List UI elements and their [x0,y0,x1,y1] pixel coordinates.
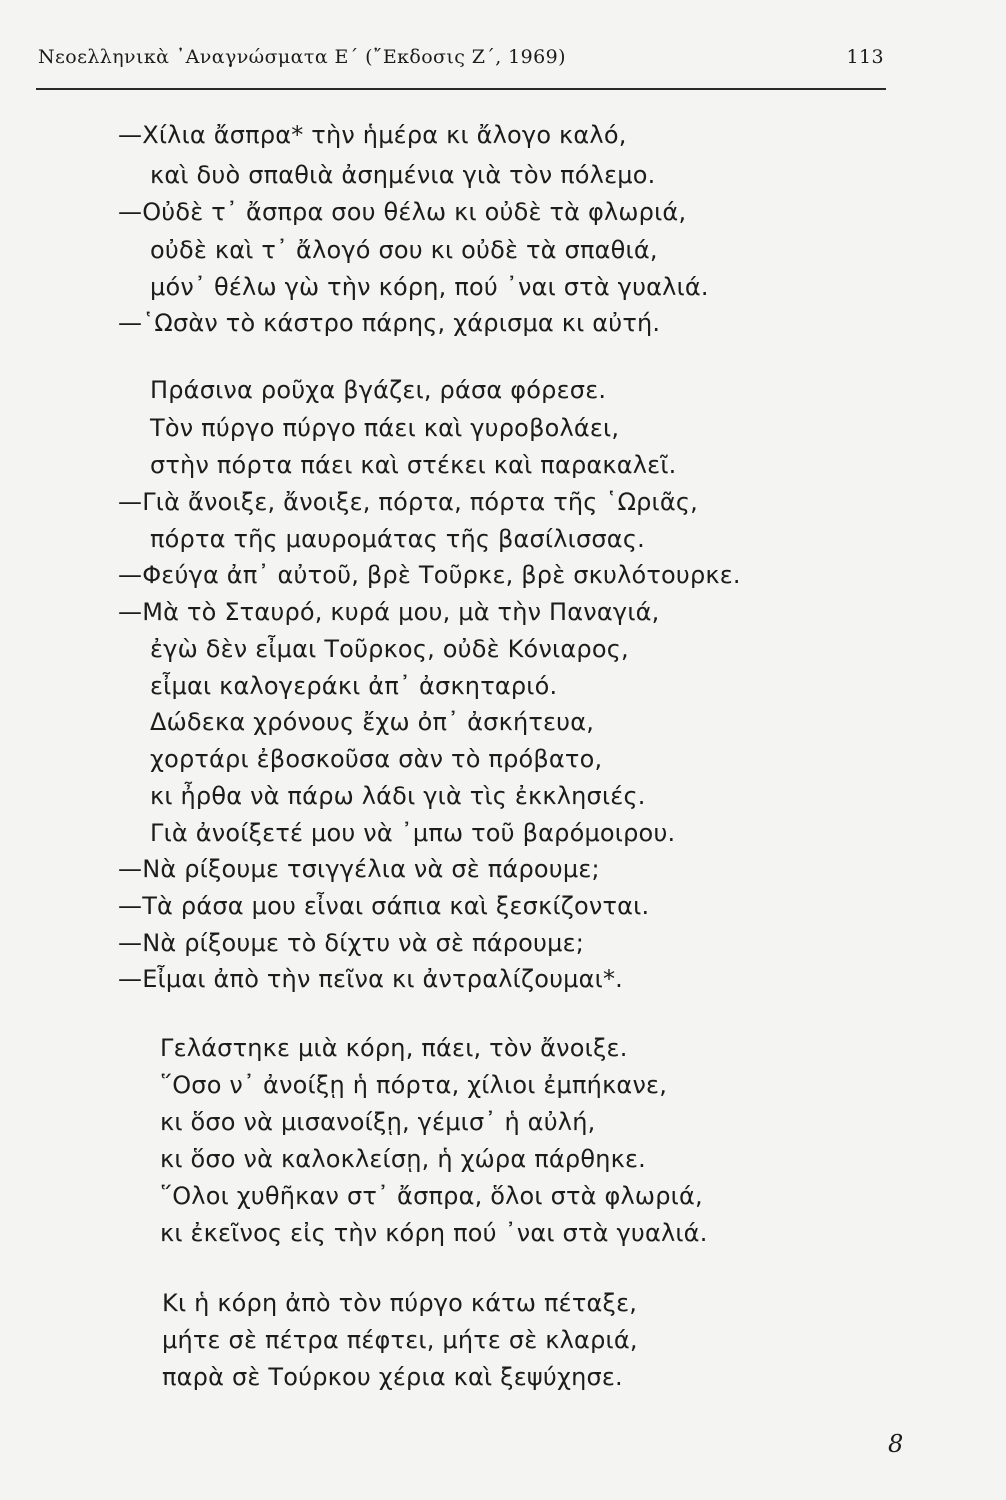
poem-line: μήτε σὲ πέτρα πέφτει, μήτε σὲ κλαριά, [162,1326,638,1354]
poem-line: εἶμαι καλογεράκι ἀπ᾿ ἀσκηταριό. [150,672,558,700]
poem-line: —Μὰ τὸ Σταυρό, κυρά μου, μὰ τὴν Παναγιά, [118,598,660,626]
poem-line: —Γιὰ ἄνοιξε, ἄνοιξε, πόρτα, πόρτα τῆς ῾Ωριᾶς, [118,488,698,516]
poem-line: καὶ δυὸ σπαθιὰ ἀσημένια γιὰ τὸν πόλεμο. [150,161,656,189]
poem-line: ἐγὼ δὲν εἶμαι Τοῦρκος, οὐδὲ Κόνιαρος, [150,635,629,663]
poem-line: παρὰ σὲ Τούρκου χέρια καὶ ξεψύχησε. [162,1363,623,1391]
poem-line: κι ὅσο νὰ μισανοίξῃ, γέμισ᾿ ἡ αὐλή, [160,1108,596,1136]
poem-line: ῞Ολοι χυθῆκαν στ᾿ ἄσπρα, ὅλοι στὰ φλωριά, [160,1182,703,1210]
poem-line: Κι ἡ κόρη ἀπὸ τὸν πύργο κάτω πέταξε, [162,1289,638,1317]
poem-line: Τὸν πύργο πύργο πάει καὶ γυροβολάει, [150,414,620,442]
poem-line: Γιὰ ἀνοίξετέ μου νὰ ᾿μπω τοῦ βαρόμοιρου. [150,819,676,847]
poem-line: Δώδεκα χρόνους ἔχω ὀπ᾿ ἀσκήτευα, [150,708,595,736]
poem-line: οὐδὲ καὶ τ᾿ ἄλογό σου κι οὐδὲ τὰ σπαθιά, [150,236,658,264]
page-number: 113 [846,46,884,68]
poem-line: κι ἦρθα νὰ πάρω λάδι γιὰ τὶς ἐκκλησιές. [150,782,646,810]
poem-line: πόρτα τῆς μαυρομάτας τῆς βασίλισσας. [150,525,645,553]
poem-line: Πράσινα ροῦχα βγάζει, ράσα φόρεσε. [150,376,607,404]
poem-line: —Τὰ ράσα μου εἶναι σάπια καὶ ξεσκίζονται. [118,892,650,920]
signature-mark: 8 [888,1430,904,1458]
poem-line: κι ὅσο νὰ καλοκλείσῃ, ἡ χώρα πάρθηκε. [160,1145,646,1173]
poem-line: —῾Ωσὰν τὸ κάστρο πάρης, χάρισμα κι αὐτή. [118,309,661,337]
poem-line: Γελάστηκε μιὰ κόρη, πάει, τὸν ἄνοιξε. [160,1034,628,1062]
poem-line: —Οὐδὲ τ᾿ ἄσπρα σου θέλω κι οὐδὲ τὰ φλωριά, [118,198,687,226]
poem-line: χορτάρι ἐβοσκοῦσα σὰν τὸ πρόβατο, [150,745,603,773]
poem-line: —Φεύγα ἀπ᾿ αὐτοῦ, βρὲ Τοῦρκε, βρὲ σκυλότουρκε. [118,561,741,589]
poem-line: στὴν πόρτα πάει καὶ στέκει καὶ παρακαλεῖ. [150,451,677,479]
poem-line: —Νὰ ρίξουμε τσιγγέλια νὰ σὲ πάρουμε; [118,855,600,883]
poem-line: κι ἐκεῖνος εἰς τὴν κόρη πού ᾿ναι στὰ γυαλιά. [160,1219,708,1247]
poem-line: μόν᾿ θέλω γὼ τὴν κόρη, πού ᾿ναι στὰ γυαλιά. [150,273,709,301]
poem-line: ῞Οσο ν᾿ ἀνοίξῃ ἡ πόρτα, χίλιοι ἐμπήκανε, [160,1071,668,1099]
running-title: Νεοελληνικὰ ᾿Αναγνώσματα Ε΄ (῎Εκδοσις Ζ΄, 1969) [38,46,566,68]
poem-line: —Νὰ ρίξουμε τὸ δίχτυ νὰ σὲ πάρουμε; [118,929,585,957]
poem-line: —Εἶμαι ἀπὸ τὴν πεῖνα κι ἀντραλίζουμαι*. [118,965,624,993]
poem-line: —Χίλια ἄσπρα* τὴν ἡμέρα κι ἄλογο καλό, [118,121,627,149]
